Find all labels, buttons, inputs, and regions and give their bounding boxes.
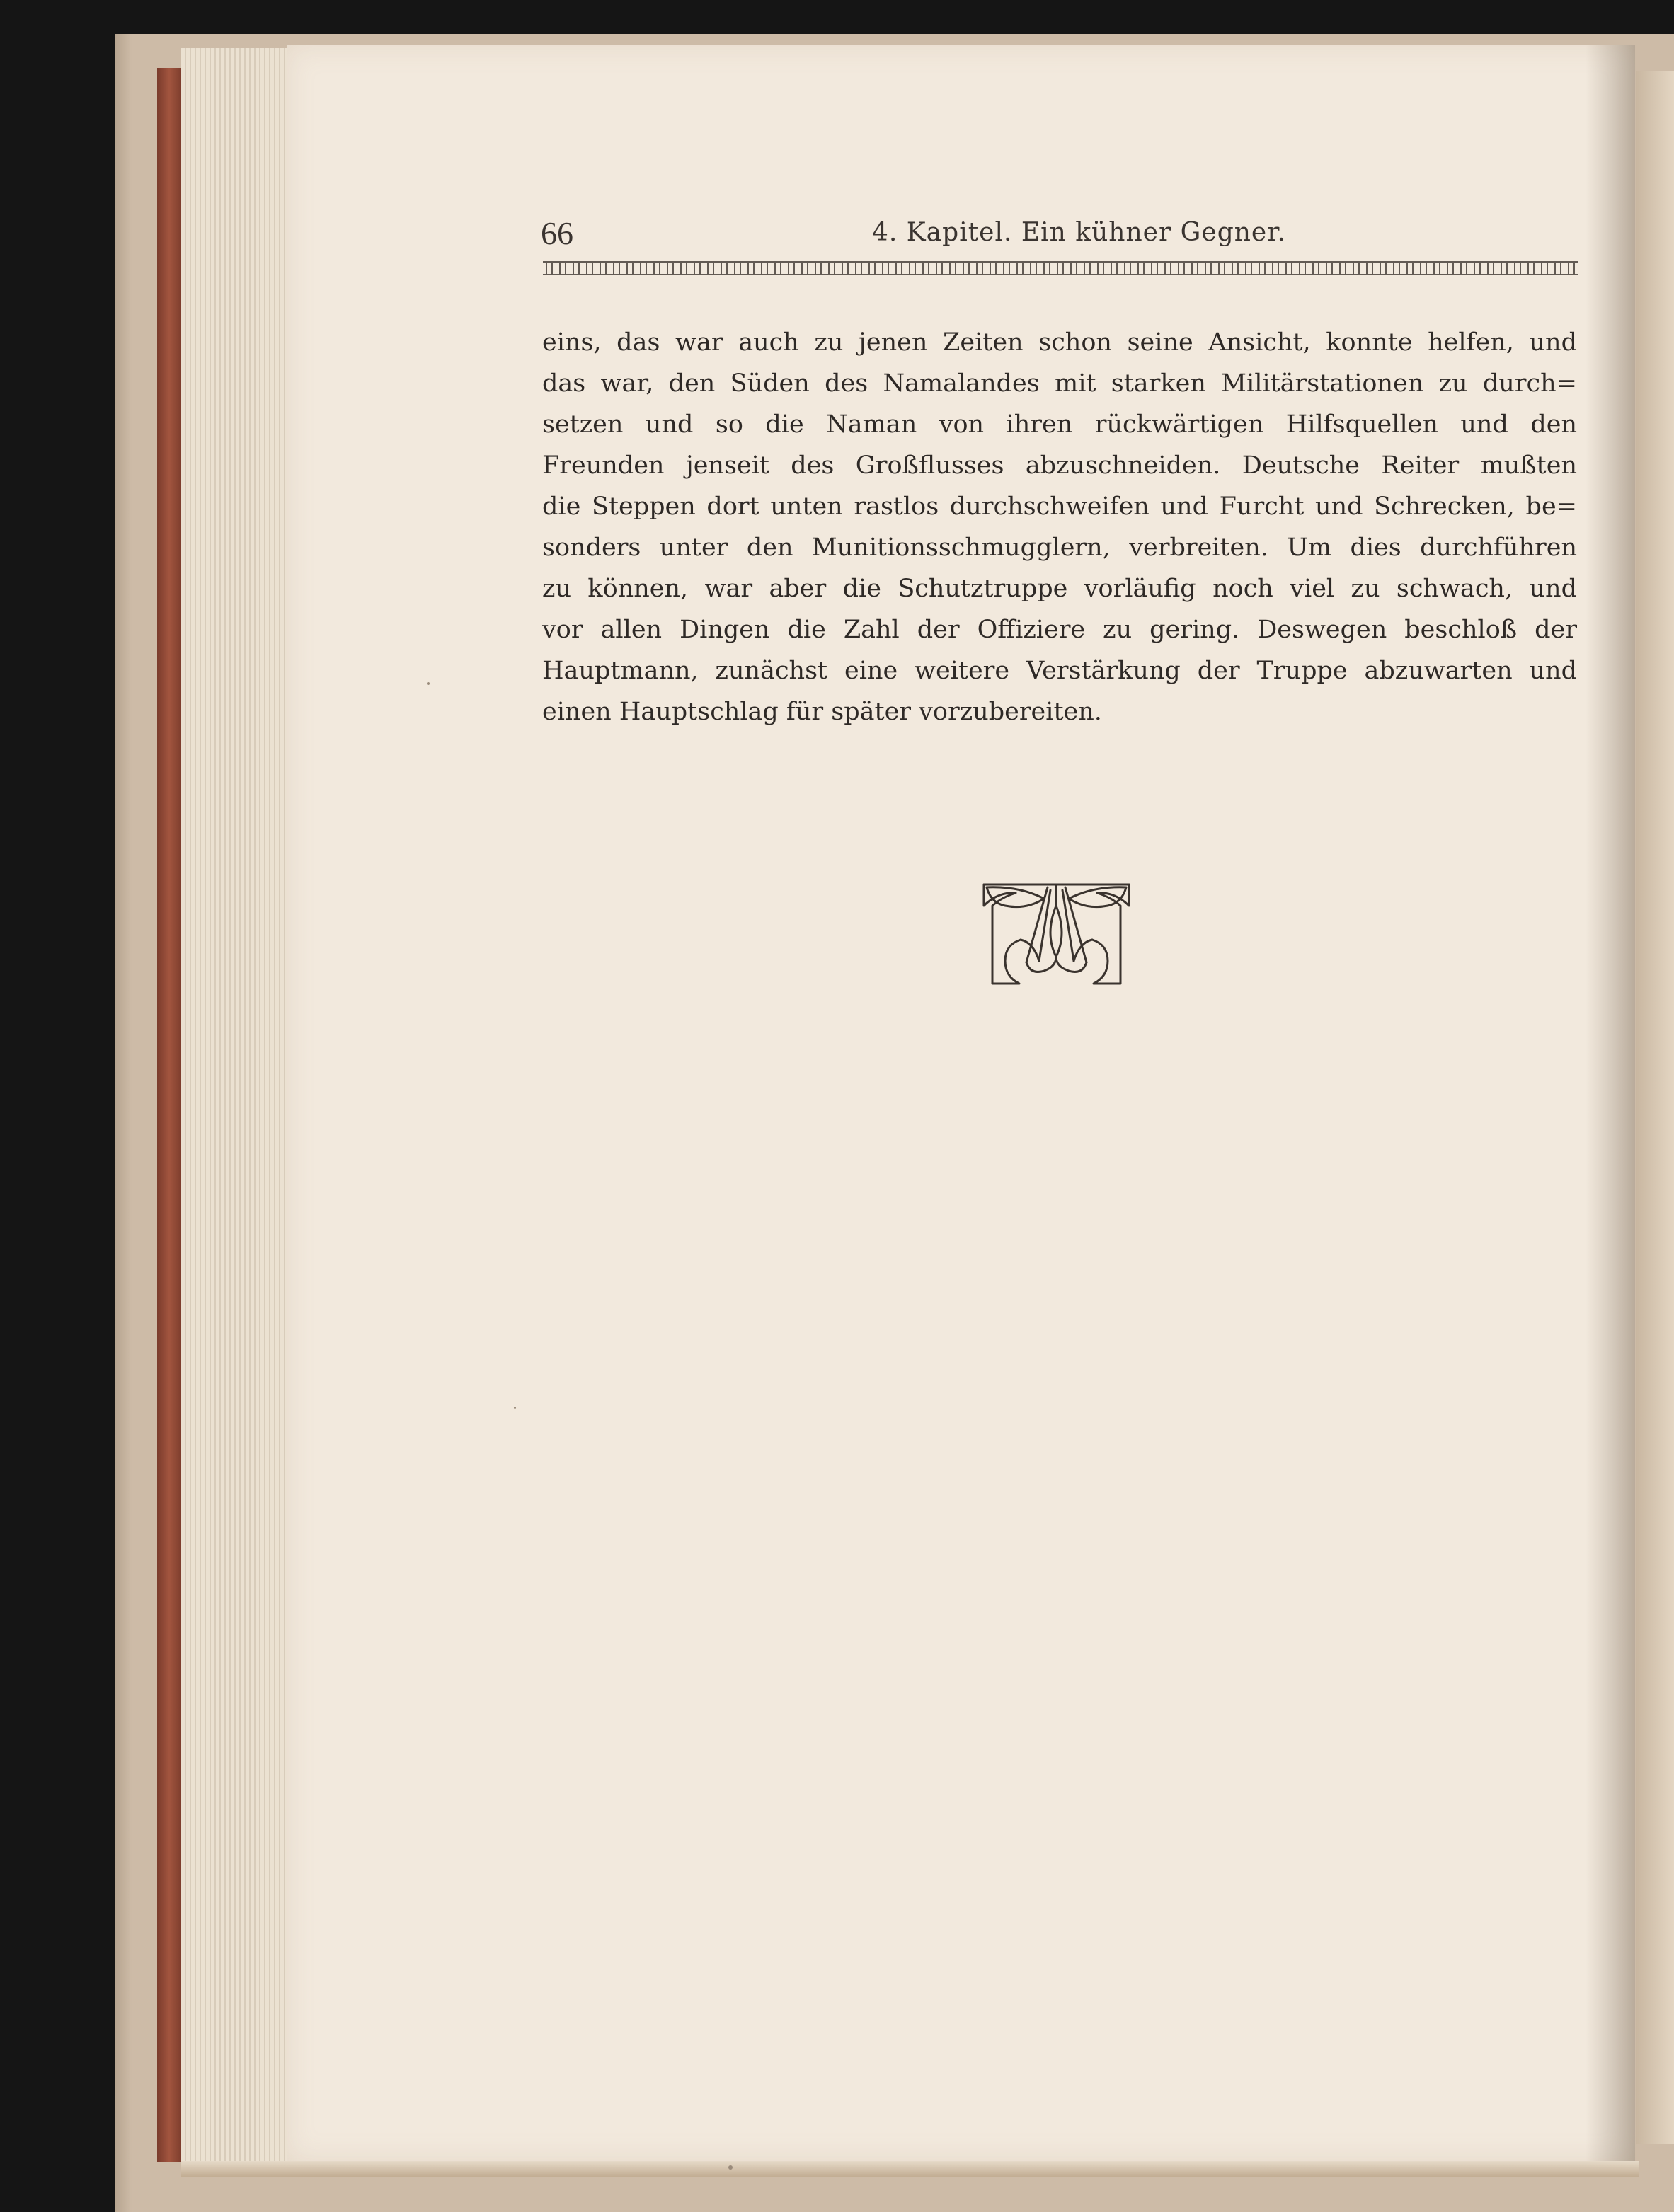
bottom-page-edge (181, 2161, 1639, 2177)
book-spine-edge (157, 68, 181, 2162)
running-head: 4. Kapitel. Ein kühner Gegner. (872, 218, 1286, 247)
text-line: setzen und so die Naman von ihren rückwärtigen Hilfsquellen und den (542, 410, 1577, 439)
paper-speck (514, 1407, 516, 1409)
text-line: eins, das war auch zu jenen Zeiten schon seine Ansicht, konnte helfen, und (542, 328, 1577, 357)
facing-page-edge (1636, 71, 1674, 2144)
text-line: das war, den Süden des Namalandes mit starken Militärstationen zu durch= (542, 369, 1577, 398)
page-number: 66 (541, 215, 573, 251)
paper-speck (427, 682, 430, 685)
page-edges (181, 48, 294, 2168)
text-line: Hauptmann, zunächst eine weitere Verstärkung der Truppe abzuwarten und (542, 657, 1577, 685)
text-line: zu können, war aber die Schutztruppe vorläufig noch viel zu schwach, und (542, 575, 1577, 603)
art-nouveau-ornament-icon (977, 877, 1136, 991)
text-line: einen Hauptschlag für später vorzubereiten. (542, 698, 1102, 726)
page-gutter-shadow (1586, 45, 1635, 2161)
decorative-header-rule (543, 261, 1578, 275)
text-line: vor allen Dingen die Zahl der Offiziere zu gering. Deswegen beschloß der (542, 616, 1577, 644)
paper-speck (728, 2165, 733, 2170)
text-line: Freunden jenseit des Großflusses abzuschneiden. Deutsche Reiter mußten (542, 451, 1577, 480)
text-line: die Steppen dort unten rastlos durchschweifen und Furcht und Schrecken, be= (542, 492, 1577, 521)
cover-shadow (115, 34, 132, 2212)
text-line: sonders unter den Munitionsschmugglern, verbreiten. Um dies durchführen (542, 534, 1577, 562)
body-text (542, 322, 1577, 732)
